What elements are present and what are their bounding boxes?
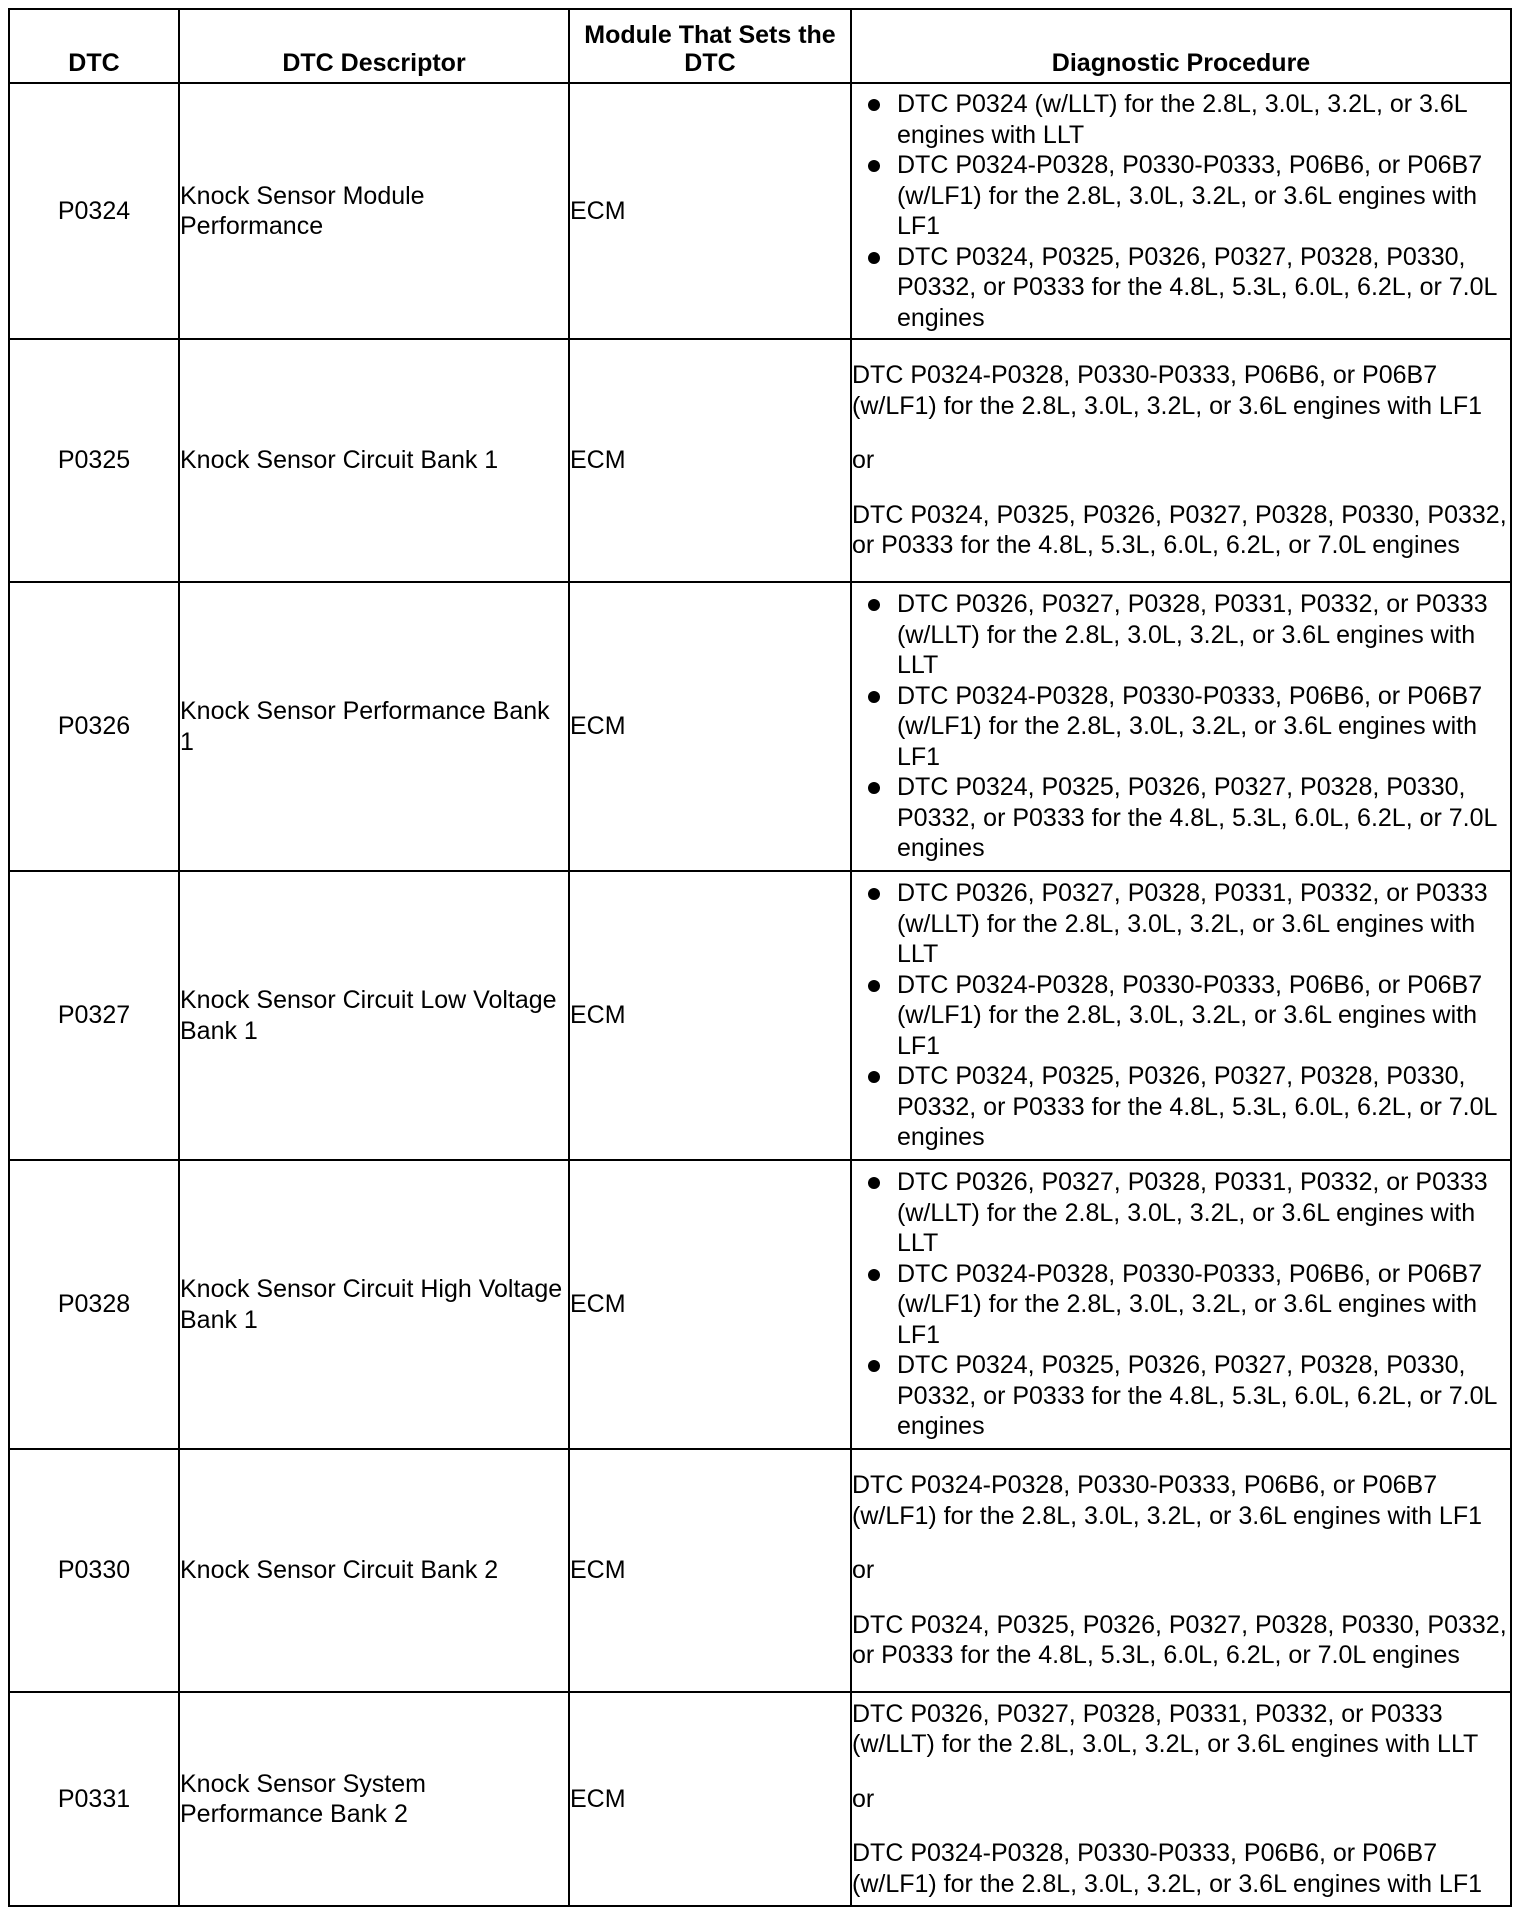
procedure-bullet-text: DTC P0324, P0325, P0326, P0327, P0328, P0330, P0332, or P0333 for the 4.8L, 5.3L, 6.0L, 6.2L, or 7.0L engines (897, 242, 1497, 332)
dtc-code-cell: P0327 (9, 871, 179, 1160)
header-procedure: Diagnostic Procedure (851, 9, 1511, 83)
diagnostic-procedure-cell (851, 339, 1511, 582)
procedure-bullet-text: DTC P0326, P0327, P0328, P0331, P0332, or P0333 (w/LLT) for the 2.8L, 3.0L, 3.2L, or 3.6L engines with LLT (897, 1168, 1488, 1258)
diagnostic-procedure-cell (851, 871, 1511, 1160)
module-cell: ECM (569, 582, 851, 871)
diagnostic-procedure-cell (851, 1692, 1511, 1906)
bullet-dot-icon (868, 691, 880, 703)
table-row (9, 582, 1511, 871)
bullet-dot-icon (868, 1071, 880, 1083)
procedure-bullet-list (852, 89, 1510, 333)
bullet-dot-icon (868, 1269, 880, 1281)
procedure-bullet-text: DTC P0324, P0325, P0326, P0327, P0328, P0330, P0332, or P0333 for the 4.8L, 5.3L, 6.0L, 6.2L, or 7.0L engines (897, 1062, 1497, 1152)
procedure-bullet-item (852, 970, 1510, 1062)
bullet-dot-icon (868, 599, 880, 611)
dtc-descriptor-cell: Knock Sensor System Performance Bank 2 (179, 1692, 569, 1906)
procedure-bullet-item (852, 150, 1510, 242)
bullet-dot-icon (868, 160, 880, 172)
bullet-dot-icon (868, 782, 880, 794)
procedure-bullet-text: DTC P0326, P0327, P0328, P0331, P0332, or P0333 (w/LLT) for the 2.8L, 3.0L, 3.2L, or 3.6L engines with LLT (897, 590, 1488, 680)
bullet-dot-icon (868, 888, 880, 900)
procedure-bullet-item (852, 1350, 1510, 1442)
procedure-bullet-text: DTC P0324-P0328, P0330-P0333, P06B6, or P06B7 (w/LF1) for the 2.8L, 3.0L, 3.2L, or 3.6L engines with LF1 (897, 151, 1483, 240)
dtc-descriptor-cell: Knock Sensor Circuit Bank 1 (179, 339, 569, 582)
header-dtc: DTC (9, 9, 179, 83)
bullet-dot-icon (868, 1177, 880, 1189)
header-descriptor: DTC Descriptor (179, 9, 569, 83)
procedure-bullet-list (852, 589, 1510, 864)
table-row (9, 1449, 1511, 1692)
dtc-code-cell: P0325 (9, 339, 179, 582)
module-cell: ECM (569, 1692, 851, 1906)
module-cell: ECM (569, 339, 851, 582)
procedure-paragraph: DTC P0324-P0328, P0330-P0333, P06B6, or P06B7 (w/LF1) for the 2.8L, 3.0L, 3.2L, or 3.6L engines with LF1 (852, 361, 1482, 420)
module-cell: ECM (569, 83, 851, 339)
procedure-bullet-text: DTC P0326, P0327, P0328, P0331, P0332, or P0333 (w/LLT) for the 2.8L, 3.0L, 3.2L, or 3.6L engines with LLT (897, 879, 1488, 969)
dtc-descriptor-cell: Knock Sensor Circuit Low Voltage Bank 1 (179, 871, 569, 1160)
dtc-code-cell: P0328 (9, 1160, 179, 1449)
procedure-bullet-item (852, 89, 1510, 150)
header-row (9, 9, 1511, 83)
dtc-descriptor-cell: Knock Sensor Module Performance (179, 83, 569, 339)
diagnostic-procedure-cell (851, 1160, 1511, 1449)
table-row (9, 1160, 1511, 1449)
dtc-code-cell: P0330 (9, 1449, 179, 1692)
procedure-bullet-item (852, 589, 1510, 681)
dtc-code-cell: P0331 (9, 1692, 179, 1906)
dtc-table (8, 8, 1512, 1907)
dtc-descriptor-cell: Knock Sensor Circuit High Voltage Bank 1 (179, 1160, 569, 1449)
diagnostic-procedure-cell (851, 1449, 1511, 1692)
procedure-bullet-text: DTC P0324-P0328, P0330-P0333, P06B6, or P06B7 (w/LF1) for the 2.8L, 3.0L, 3.2L, or 3.6L engines with LF1 (897, 681, 1483, 771)
procedure-bullet-item (852, 772, 1510, 864)
procedure-paragraph: DTC P0324-P0328, P0330-P0333, P06B6, or P06B7 (w/LF1) for the 2.8L, 3.0L, 3.2L, or 3.6L engines with LF1 (852, 1839, 1482, 1898)
table-row (9, 871, 1511, 1160)
bullet-dot-icon (868, 1360, 880, 1372)
dtc-descriptor-cell: Knock Sensor Performance Bank 1 (179, 582, 569, 871)
procedure-paragraph: or (852, 1784, 875, 1813)
procedure-paragraph: DTC P0324, P0325, P0326, P0327, P0328, P0330, P0332, or P0333 for the 4.8L, 5.3L, 6.0L, 6.2L, or 7.0L engines (852, 500, 1507, 560)
bullet-dot-icon (868, 99, 880, 111)
module-cell: ECM (569, 1160, 851, 1449)
module-cell: ECM (569, 1449, 851, 1692)
table-row (9, 339, 1511, 582)
procedure-paragraph: DTC P0326, P0327, P0328, P0331, P0332, or P0333 (w/LLT) for the 2.8L, 3.0L, 3.2L, or 3.6L engines with LLT (852, 1699, 1479, 1759)
procedure-bullet-list (852, 878, 1510, 1153)
table-row (9, 1692, 1511, 1906)
procedure-bullet-item (852, 1167, 1510, 1259)
procedure-bullet-item (852, 1259, 1510, 1351)
procedure-bullet-item (852, 242, 1510, 334)
header-module: Module That Sets the DTC (569, 9, 851, 83)
bullet-dot-icon (868, 980, 880, 992)
procedure-bullet-text: DTC P0324-P0328, P0330-P0333, P06B6, or P06B7 (w/LF1) for the 2.8L, 3.0L, 3.2L, or 3.6L engines with LF1 (897, 1259, 1483, 1349)
procedure-bullet-item (852, 681, 1510, 773)
procedure-paragraph: or (852, 446, 875, 475)
dtc-code-cell: P0324 (9, 83, 179, 339)
procedure-bullet-text: DTC P0324, P0325, P0326, P0327, P0328, P0330, P0332, or P0333 for the 4.8L, 5.3L, 6.0L, 6.2L, or 7.0L engines (897, 1351, 1497, 1441)
procedure-bullet-list (852, 1167, 1510, 1442)
procedure-bullet-text: DTC P0324, P0325, P0326, P0327, P0328, P0330, P0332, or P0333 for the 4.8L, 5.3L, 6.0L, 6.2L, or 7.0L engines (897, 773, 1497, 863)
table-body (9, 83, 1511, 1906)
diagnostic-procedure-cell (851, 582, 1511, 871)
procedure-paragraph: or (852, 1556, 875, 1585)
dtc-code-cell: P0326 (9, 582, 179, 871)
procedure-paragraph: DTC P0324-P0328, P0330-P0333, P06B6, or P06B7 (w/LF1) for the 2.8L, 3.0L, 3.2L, or 3.6L engines with LF1 (852, 1471, 1482, 1530)
procedure-bullet-item (852, 878, 1510, 970)
diagnostic-procedure-cell (851, 83, 1511, 339)
procedure-bullet-item (852, 1061, 1510, 1153)
procedure-paragraph: DTC P0324, P0325, P0326, P0327, P0328, P0330, P0332, or P0333 for the 4.8L, 5.3L, 6.0L, 6.2L, or 7.0L engines (852, 1610, 1507, 1670)
module-cell: ECM (569, 871, 851, 1160)
bullet-dot-icon (868, 252, 880, 264)
dtc-descriptor-cell: Knock Sensor Circuit Bank 2 (179, 1449, 569, 1692)
table-row (9, 83, 1511, 339)
procedure-bullet-text: DTC P0324 (w/LLT) for the 2.8L, 3.0L, 3.2L, or 3.6L engines with LLT (897, 90, 1467, 149)
procedure-bullet-text: DTC P0324-P0328, P0330-P0333, P06B6, or P06B7 (w/LF1) for the 2.8L, 3.0L, 3.2L, or 3.6L engines with LF1 (897, 970, 1483, 1060)
